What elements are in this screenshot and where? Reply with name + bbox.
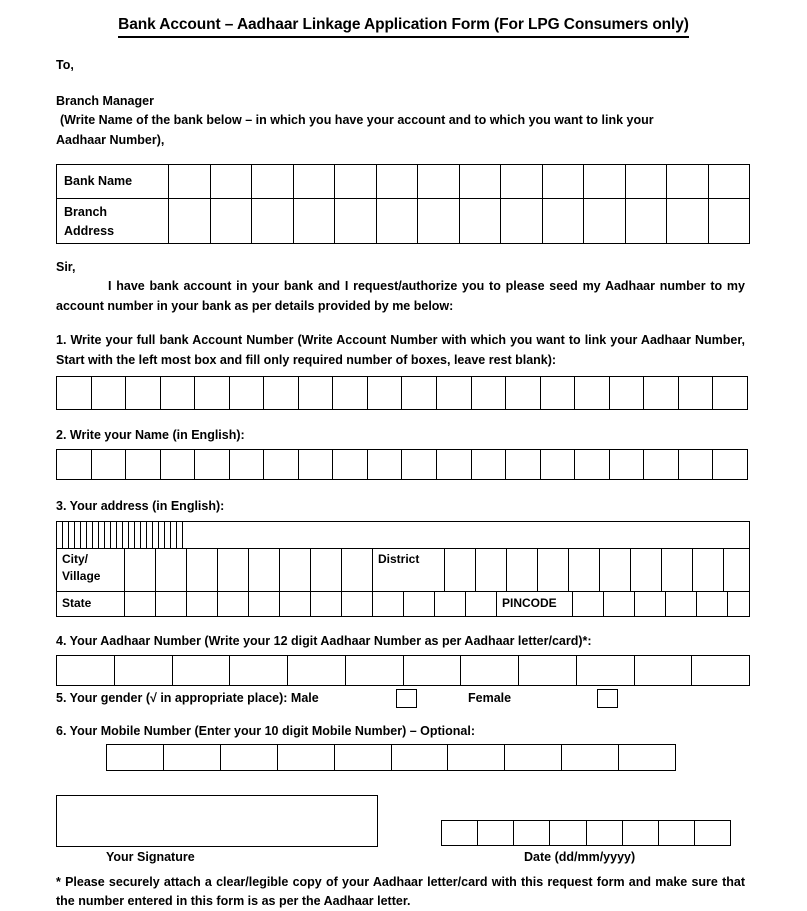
bank-name-char-box[interactable]	[501, 165, 543, 198]
pincode-label: PINCODE	[497, 592, 573, 616]
branch-address-char-box[interactable]	[709, 199, 750, 243]
gender-female-checkbox[interactable]	[597, 689, 618, 708]
state-value-cell[interactable]	[218, 592, 249, 616]
aadhaar-number-input[interactable]	[56, 655, 750, 686]
name-char-box[interactable]	[92, 450, 127, 479]
branch-address-char-box[interactable]	[543, 199, 585, 243]
name-char-box[interactable]	[57, 450, 92, 479]
account-number-char-box[interactable]	[161, 377, 196, 409]
bank-name-char-box[interactable]	[667, 165, 709, 198]
pincode-value-cell[interactable]	[697, 592, 728, 616]
date-digit-box[interactable]	[478, 821, 514, 845]
gender-female-label: Female	[468, 690, 512, 705]
address-grid	[56, 521, 750, 617]
account-number-char-box[interactable]	[126, 377, 161, 409]
date-digit-box[interactable]	[442, 821, 478, 845]
branch-address-char-box[interactable]	[501, 199, 543, 243]
bank-name-char-box[interactable]	[584, 165, 626, 198]
mobile-number-input[interactable]	[106, 744, 676, 771]
account-number-char-box[interactable]	[713, 377, 748, 409]
address-label: 3. Your address (in English):	[56, 499, 225, 514]
date-digit-box[interactable]	[550, 821, 586, 845]
mobile-number-label: 6. Your Mobile Number (Enter your 10 digit Mobile Number) – Optional:	[56, 723, 476, 738]
district-value-cell[interactable]	[693, 549, 724, 591]
account-number-char-box[interactable]	[57, 377, 92, 409]
account-number-char-box[interactable]	[541, 377, 576, 409]
date-digit-box[interactable]	[587, 821, 623, 845]
name-char-box[interactable]	[195, 450, 230, 479]
aadhaar-digit-box[interactable]	[404, 656, 462, 685]
name-char-box[interactable]	[713, 450, 748, 479]
mobile-digit-box[interactable]	[335, 745, 392, 770]
city-village-value-cell[interactable]	[187, 549, 218, 591]
state-label: State	[57, 592, 125, 616]
name-char-box[interactable]	[264, 450, 299, 479]
mobile-digit-box[interactable]	[562, 745, 619, 770]
salutation-to: To,	[56, 57, 74, 72]
aadhaar-digit-box[interactable]	[115, 656, 173, 685]
table-row-branch-address	[57, 199, 749, 244]
name-char-box[interactable]	[299, 450, 334, 479]
mobile-digit-box[interactable]	[505, 745, 562, 770]
state-value-cell[interactable]	[435, 592, 466, 616]
name-char-box[interactable]	[126, 450, 161, 479]
name-char-box[interactable]	[161, 450, 196, 479]
pincode-value-cell[interactable]	[635, 592, 666, 616]
form-body	[0, 56, 807, 911]
account-number-label: 1. Write your full bank Account Number (Write Account Number with which you want to link your Aadhaar Number, Start with the left most box and fill only required number of boxes, leave rest blank):	[56, 332, 745, 367]
addressee-note-line-1: (Write Name of the bank below – in which you have your account and to which you want to link your	[60, 113, 654, 128]
name-char-box[interactable]	[541, 450, 576, 479]
gender-male-checkbox[interactable]	[396, 689, 417, 708]
name-char-box[interactable]	[230, 450, 265, 479]
district-value-cell[interactable]	[600, 549, 631, 591]
district-value-cell[interactable]	[507, 549, 538, 591]
bank-name-char-box[interactable]	[169, 165, 211, 198]
aadhaar-digit-box[interactable]	[173, 656, 231, 685]
salutation-sir: Sir,	[56, 260, 76, 275]
state-value-cell[interactable]	[249, 592, 280, 616]
footnote: * Please securely attach a clear/legible copy of your Aadhaar letter/card with this request form and make sure that the number entered in this form is as per the Aadhaar letter.	[56, 875, 745, 909]
bank-name-char-box[interactable]	[709, 165, 750, 198]
state-value-cell[interactable]	[342, 592, 373, 616]
state-value-cell[interactable]	[466, 592, 497, 616]
date-digit-box[interactable]	[659, 821, 695, 845]
signature-input[interactable]	[56, 795, 378, 847]
gender-label: 5. Your gender (√ in appropriate place): Male	[56, 690, 319, 705]
state-value-cell[interactable]	[125, 592, 156, 616]
branch-address-char-box[interactable]	[667, 199, 709, 243]
mobile-digit-box[interactable]	[221, 745, 278, 770]
bank-name-char-box[interactable]	[294, 165, 336, 198]
district-label: District	[373, 549, 445, 591]
account-number-char-box[interactable]	[472, 377, 507, 409]
account-number-char-box[interactable]	[264, 377, 299, 409]
city-village-value-cell[interactable]	[280, 549, 311, 591]
name-input[interactable]	[56, 449, 748, 480]
state-value-cell[interactable]	[280, 592, 311, 616]
branch-address-char-box[interactable]	[418, 199, 460, 243]
district-value-cell[interactable]	[724, 549, 749, 591]
branch-address-char-box[interactable]	[460, 199, 502, 243]
date-input[interactable]	[441, 820, 731, 846]
table-row-bank-name	[57, 165, 749, 199]
branch-address-label	[57, 199, 169, 243]
city-village-value-cell[interactable]	[249, 549, 280, 591]
bank-name-char-box[interactable]	[418, 165, 460, 198]
account-number-char-box[interactable]	[333, 377, 368, 409]
address-line-3	[57, 592, 749, 617]
district-value-cell[interactable]	[569, 549, 600, 591]
bank-name-char-box[interactable]	[460, 165, 502, 198]
city-village-value-cell[interactable]	[125, 549, 156, 591]
bank-name-input[interactable]	[169, 165, 749, 198]
mobile-digit-box[interactable]	[278, 745, 335, 770]
date-digit-box[interactable]	[695, 821, 731, 845]
account-number-char-box[interactable]	[92, 377, 127, 409]
name-char-box[interactable]	[472, 450, 507, 479]
gender-field	[56, 688, 745, 712]
state-value-cell[interactable]	[404, 592, 435, 616]
aadhaar-digit-box[interactable]	[635, 656, 693, 685]
addressee-line: Branch Manager	[56, 93, 154, 108]
name-char-box[interactable]	[437, 450, 472, 479]
district-value-cell[interactable]	[538, 549, 569, 591]
mobile-digit-box[interactable]	[392, 745, 449, 770]
city-village-value-cell[interactable]	[342, 549, 373, 591]
branch-address-char-box[interactable]	[626, 199, 668, 243]
mobile-digit-box[interactable]	[619, 745, 676, 770]
name-label: 2. Write your Name (in English):	[56, 428, 245, 443]
bank-name-label: Bank Name	[57, 165, 169, 198]
account-number-char-box[interactable]	[610, 377, 645, 409]
name-char-box[interactable]	[333, 450, 368, 479]
date-caption: Date (dd/mm/yyyy)	[524, 850, 636, 865]
name-char-box[interactable]	[368, 450, 403, 479]
account-number-char-box[interactable]	[506, 377, 541, 409]
aadhaar-digit-box[interactable]	[346, 656, 404, 685]
state-value-cell[interactable]	[156, 592, 187, 616]
date-digit-box[interactable]	[623, 821, 659, 845]
district-value-cell[interactable]	[662, 549, 693, 591]
aadhaar-digit-box[interactable]	[288, 656, 346, 685]
name-char-box[interactable]	[644, 450, 679, 479]
account-number-char-box[interactable]	[437, 377, 472, 409]
aadhaar-number-label: 4. Your Aadhaar Number (Write your 12 digit Aadhaar Number as per Aadhaar letter/card)*:	[56, 633, 592, 648]
city-village-label	[57, 549, 125, 591]
mobile-digit-box[interactable]	[448, 745, 505, 770]
branch-address-label-line-2: Address	[64, 223, 115, 238]
aadhaar-digit-box[interactable]	[577, 656, 635, 685]
city-village-value-cell[interactable]	[218, 549, 249, 591]
aadhaar-digit-box[interactable]	[519, 656, 577, 685]
bank-name-char-box[interactable]	[335, 165, 377, 198]
account-number-char-box[interactable]	[299, 377, 334, 409]
aadhaar-digit-box[interactable]	[461, 656, 519, 685]
branch-address-char-box[interactable]	[584, 199, 626, 243]
aadhaar-digit-box[interactable]	[57, 656, 115, 685]
pincode-value-cell[interactable]	[728, 592, 749, 616]
branch-address-char-box[interactable]	[169, 199, 211, 243]
bank-name-char-box[interactable]	[543, 165, 585, 198]
bank-name-char-box[interactable]	[626, 165, 668, 198]
intro-paragraph: I have bank account in your bank and I request/authorize you to please seed my Aadhaar number to my account number in your bank as per details provided by me below:	[56, 279, 745, 314]
account-number-char-box[interactable]	[402, 377, 437, 409]
branch-address-char-box[interactable]	[211, 199, 253, 243]
name-char-box[interactable]	[402, 450, 437, 479]
bank-name-char-box[interactable]	[377, 165, 419, 198]
address-line-1-input[interactable]	[57, 522, 749, 549]
account-number-char-box[interactable]	[195, 377, 230, 409]
mobile-digit-box[interactable]	[164, 745, 221, 770]
branch-address-char-box[interactable]	[335, 199, 377, 243]
bank-name-char-box[interactable]	[252, 165, 294, 198]
name-char-box[interactable]	[506, 450, 541, 479]
account-number-char-box[interactable]	[368, 377, 403, 409]
account-number-input[interactable]	[56, 376, 748, 410]
bank-name-char-box[interactable]	[211, 165, 253, 198]
district-value-cell[interactable]	[445, 549, 476, 591]
pincode-value-cell[interactable]	[666, 592, 697, 616]
page-title: Bank Account – Aadhaar Linkage Application Form (For LPG Consumers only)	[118, 16, 689, 38]
branch-address-char-box[interactable]	[294, 199, 336, 243]
account-number-char-box[interactable]	[679, 377, 714, 409]
signature-caption: Your Signature	[106, 850, 195, 865]
name-char-box[interactable]	[679, 450, 714, 479]
signature-date-area	[56, 795, 745, 871]
branch-address-char-box[interactable]	[377, 199, 419, 243]
city-village-value-cell[interactable]	[311, 549, 342, 591]
branch-address-label-line-1: Branch	[64, 205, 108, 220]
pincode-value-cell[interactable]	[604, 592, 635, 616]
date-digit-box[interactable]	[514, 821, 550, 845]
name-char-box[interactable]	[575, 450, 610, 479]
account-number-char-box[interactable]	[230, 377, 265, 409]
address-char-box[interactable]	[183, 522, 188, 548]
bank-details-table	[56, 164, 750, 244]
name-char-box[interactable]	[610, 450, 645, 479]
mobile-digit-box[interactable]	[107, 745, 164, 770]
title-container	[0, 0, 807, 38]
address-line-2	[57, 549, 749, 592]
account-number-char-box[interactable]	[575, 377, 610, 409]
city-village-label-line-2: Village	[62, 569, 101, 584]
state-value-cell[interactable]	[373, 592, 404, 616]
city-village-label-line-1: City/	[62, 551, 89, 566]
state-value-cell[interactable]	[311, 592, 342, 616]
district-value-cell[interactable]	[631, 549, 662, 591]
city-village-value-cell[interactable]	[156, 549, 187, 591]
account-number-char-box[interactable]	[644, 377, 679, 409]
addressee-note-line-2: Aadhaar Number),	[56, 132, 165, 147]
branch-address-char-box[interactable]	[252, 199, 294, 243]
pincode-value-cell[interactable]	[573, 592, 604, 616]
aadhaar-digit-box[interactable]	[692, 656, 750, 685]
state-value-cell[interactable]	[187, 592, 218, 616]
aadhaar-digit-box[interactable]	[230, 656, 288, 685]
branch-address-input[interactable]	[169, 199, 749, 243]
district-value-cell[interactable]	[476, 549, 507, 591]
